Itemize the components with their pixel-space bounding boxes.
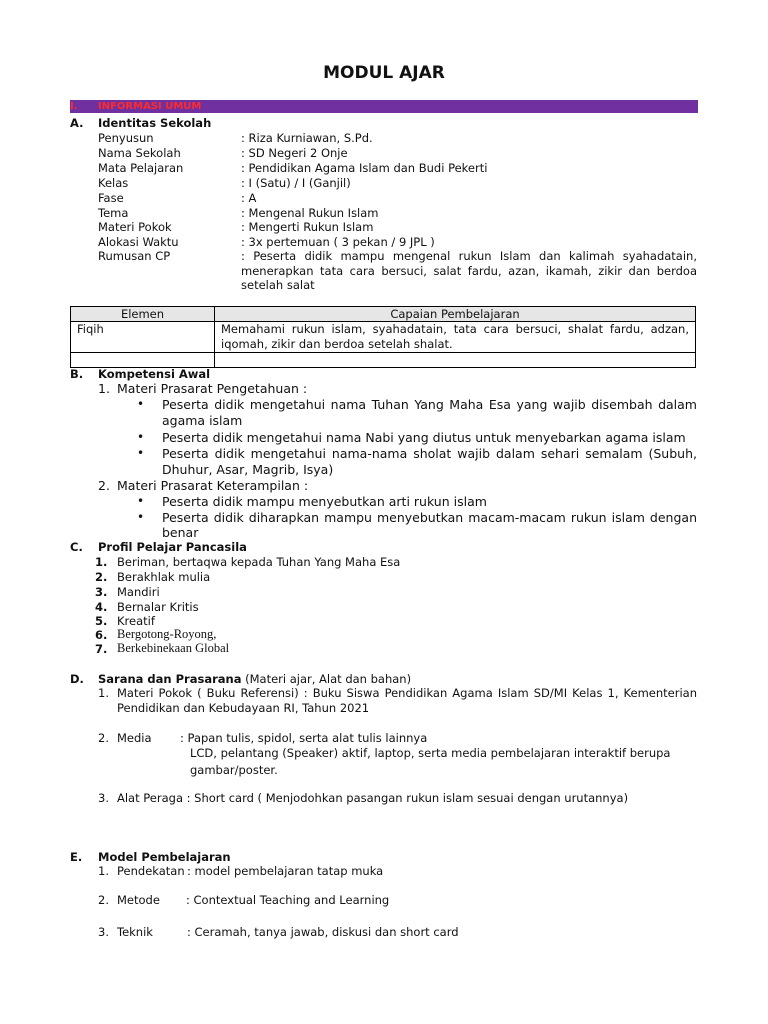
section-letter-e: E. bbox=[70, 850, 83, 864]
table-cell-capaian bbox=[215, 353, 696, 368]
field-value: : Pendidikan Agama Islam dan Budi Pekerti bbox=[241, 161, 488, 175]
sarana-heading: Sarana dan Prasarana bbox=[98, 672, 242, 686]
list-item: Bernalar Kritis bbox=[117, 600, 199, 614]
list-item: Peserta didik mengetahui nama-nama sholat wajib dalam sehari semalam (Subuh, Dhuhur, Asar, Magrib, Isya) bbox=[162, 446, 697, 477]
model-value: : model pembelajaran tatap muka bbox=[187, 864, 384, 878]
list-item: Peserta didik mengetahui nama Nabi yang diutus untuk menyebarkan agama islam bbox=[162, 430, 686, 445]
table-row bbox=[71, 322, 696, 353]
list-item: Bergotong-Royong, bbox=[117, 627, 217, 641]
section-letter-a: A. bbox=[70, 116, 84, 130]
bullet-icon: • bbox=[137, 510, 145, 524]
field-label: Fase bbox=[98, 191, 124, 205]
table-header-capaian: Capaian Pembelajaran bbox=[215, 307, 696, 322]
list-number: 2. bbox=[98, 893, 109, 907]
kompetensi-heading: Kompetensi Awal bbox=[98, 367, 211, 381]
document-title: MODUL AJAR bbox=[323, 63, 445, 83]
bullet-icon: • bbox=[137, 430, 145, 444]
list-number: 3. bbox=[95, 585, 108, 599]
bullet-icon: • bbox=[137, 494, 145, 508]
sarana-heading-line bbox=[98, 672, 411, 686]
field-value: : 3x pertemuan ( 3 pekan / 9 JPL ) bbox=[241, 235, 435, 249]
sarana-subheading: (Materi ajar, Alat dan bahan) bbox=[245, 672, 412, 686]
media-label: Media bbox=[117, 731, 152, 745]
field-label: Materi Pokok bbox=[98, 220, 172, 234]
capaian-table bbox=[70, 306, 696, 368]
subheading-keterampilan: Materi Prasarat Keterampilan : bbox=[117, 478, 309, 493]
list-number: 1. bbox=[98, 686, 109, 700]
list-number: 3. bbox=[98, 791, 109, 805]
bullet-icon: • bbox=[137, 397, 145, 411]
table-cell-elemen: Fiqih bbox=[71, 322, 215, 353]
list-item: Berakhlak mulia bbox=[117, 570, 211, 584]
list-number: 3. bbox=[98, 925, 109, 939]
section-letter-b: B. bbox=[70, 367, 84, 381]
media-line-2: LCD, pelantang (Speaker) aktif, laptop, serta media pembelajaran interaktif berupa bbox=[190, 746, 671, 760]
list-number: 2. bbox=[98, 731, 109, 745]
table-header-elemen: Elemen bbox=[71, 307, 215, 322]
model-heading: Model Pembelajaran bbox=[98, 850, 231, 864]
field-label: Alokasi Waktu bbox=[98, 235, 179, 249]
list-number: 1. bbox=[95, 555, 108, 569]
field-value: : I (Satu) / I (Ganjil) bbox=[241, 176, 351, 190]
model-label: Teknik bbox=[117, 925, 153, 939]
field-label: Penyusun bbox=[98, 131, 154, 145]
list-number: 2. bbox=[95, 570, 108, 584]
profil-heading: Profil Pelajar Pancasila bbox=[98, 540, 247, 554]
table-row bbox=[71, 353, 696, 368]
table-cell-elemen bbox=[71, 353, 215, 368]
list-item: Peserta didik mengetahui nama Tuhan Yang Maha Esa yang wajib disembah dalam agama islam bbox=[162, 397, 697, 428]
list-number: 6. bbox=[95, 628, 108, 642]
list-number: 7. bbox=[95, 642, 108, 656]
field-label: Nama Sekolah bbox=[98, 146, 181, 160]
field-label: Tema bbox=[98, 206, 129, 220]
list-item: Berkebinekaan Global bbox=[117, 641, 230, 655]
list-item: Peserta didik diharapkan mampu menyebutkan macam-macam rukun islam dengan benar bbox=[162, 510, 697, 540]
list-number: 4. bbox=[95, 600, 108, 614]
bullet-icon: • bbox=[137, 446, 145, 460]
table-cell-capaian: Memahami rukun islam, syahadatain, tata cara bersuci, shalat fardu, adzan, iqomah, zikir dan berdoa setelah shalat. bbox=[215, 322, 696, 353]
list-number: 1. bbox=[98, 864, 109, 878]
field-value: : SD Negeri 2 Onje bbox=[241, 146, 348, 160]
section-letter-c: C. bbox=[70, 540, 83, 554]
alat-peraga-text: Alat Peraga : Short card ( Menjodohkan pasangan rukun islam sesuai dengan urutannya) bbox=[117, 791, 629, 805]
field-value: : Mengenal Rukun Islam bbox=[241, 206, 379, 220]
list-number: 5. bbox=[95, 614, 108, 628]
field-value: : A bbox=[241, 191, 257, 205]
field-value: : Riza Kurniawan, S.Pd. bbox=[241, 131, 373, 145]
identitas-heading: Identitas Sekolah bbox=[98, 116, 212, 130]
model-value: : Contextual Teaching and Learning bbox=[186, 893, 390, 907]
field-label: Kelas bbox=[98, 176, 129, 190]
rumusan-cp-value: : Peserta didik mampu mengenal rukun Islam dan kalimah syahadatain, menerapkan tata cara bersuci, salat fardu, azan, ikamah, zikir dan berdoa setelah salat bbox=[241, 249, 697, 292]
list-item: Kreatif bbox=[117, 614, 155, 628]
field-value: : Mengerti Rukun Islam bbox=[241, 220, 374, 234]
subheading-pengetahuan: Materi Prasarat Pengetahuan : bbox=[117, 381, 308, 396]
list-item: Mandiri bbox=[117, 585, 160, 599]
media-line-3: gambar/poster. bbox=[190, 763, 278, 777]
section-number: I. bbox=[70, 101, 78, 112]
model-label: Metode bbox=[117, 893, 160, 907]
section-letter-d: D. bbox=[70, 672, 84, 686]
materi-pokok-text: Materi Pokok ( Buku Referensi) : Buku Siswa Pendidikan Agama Islam SD/MI Kelas 1, Kementerian Pendidikan dan Kebudayaan RI, Tahun 2021 bbox=[117, 686, 697, 715]
list-number: 1. bbox=[98, 381, 110, 396]
section-title: INFORMASI UMUM bbox=[98, 101, 202, 112]
list-item: Beriman, bertaqwa kepada Tuhan Yang Maha Esa bbox=[117, 555, 401, 569]
model-value: : Ceramah, tanya jawab, diskusi dan short card bbox=[187, 925, 459, 939]
field-label: Rumusan CP bbox=[98, 249, 171, 263]
field-label: Mata Pelajaran bbox=[98, 161, 184, 175]
list-item: Peserta didik mampu menyebutkan arti rukun islam bbox=[162, 494, 487, 509]
list-number: 2. bbox=[98, 478, 110, 493]
media-line-1: : Papan tulis, spidol, serta alat tulis lainnya bbox=[180, 731, 428, 745]
model-label: Pendekatan bbox=[117, 864, 185, 878]
